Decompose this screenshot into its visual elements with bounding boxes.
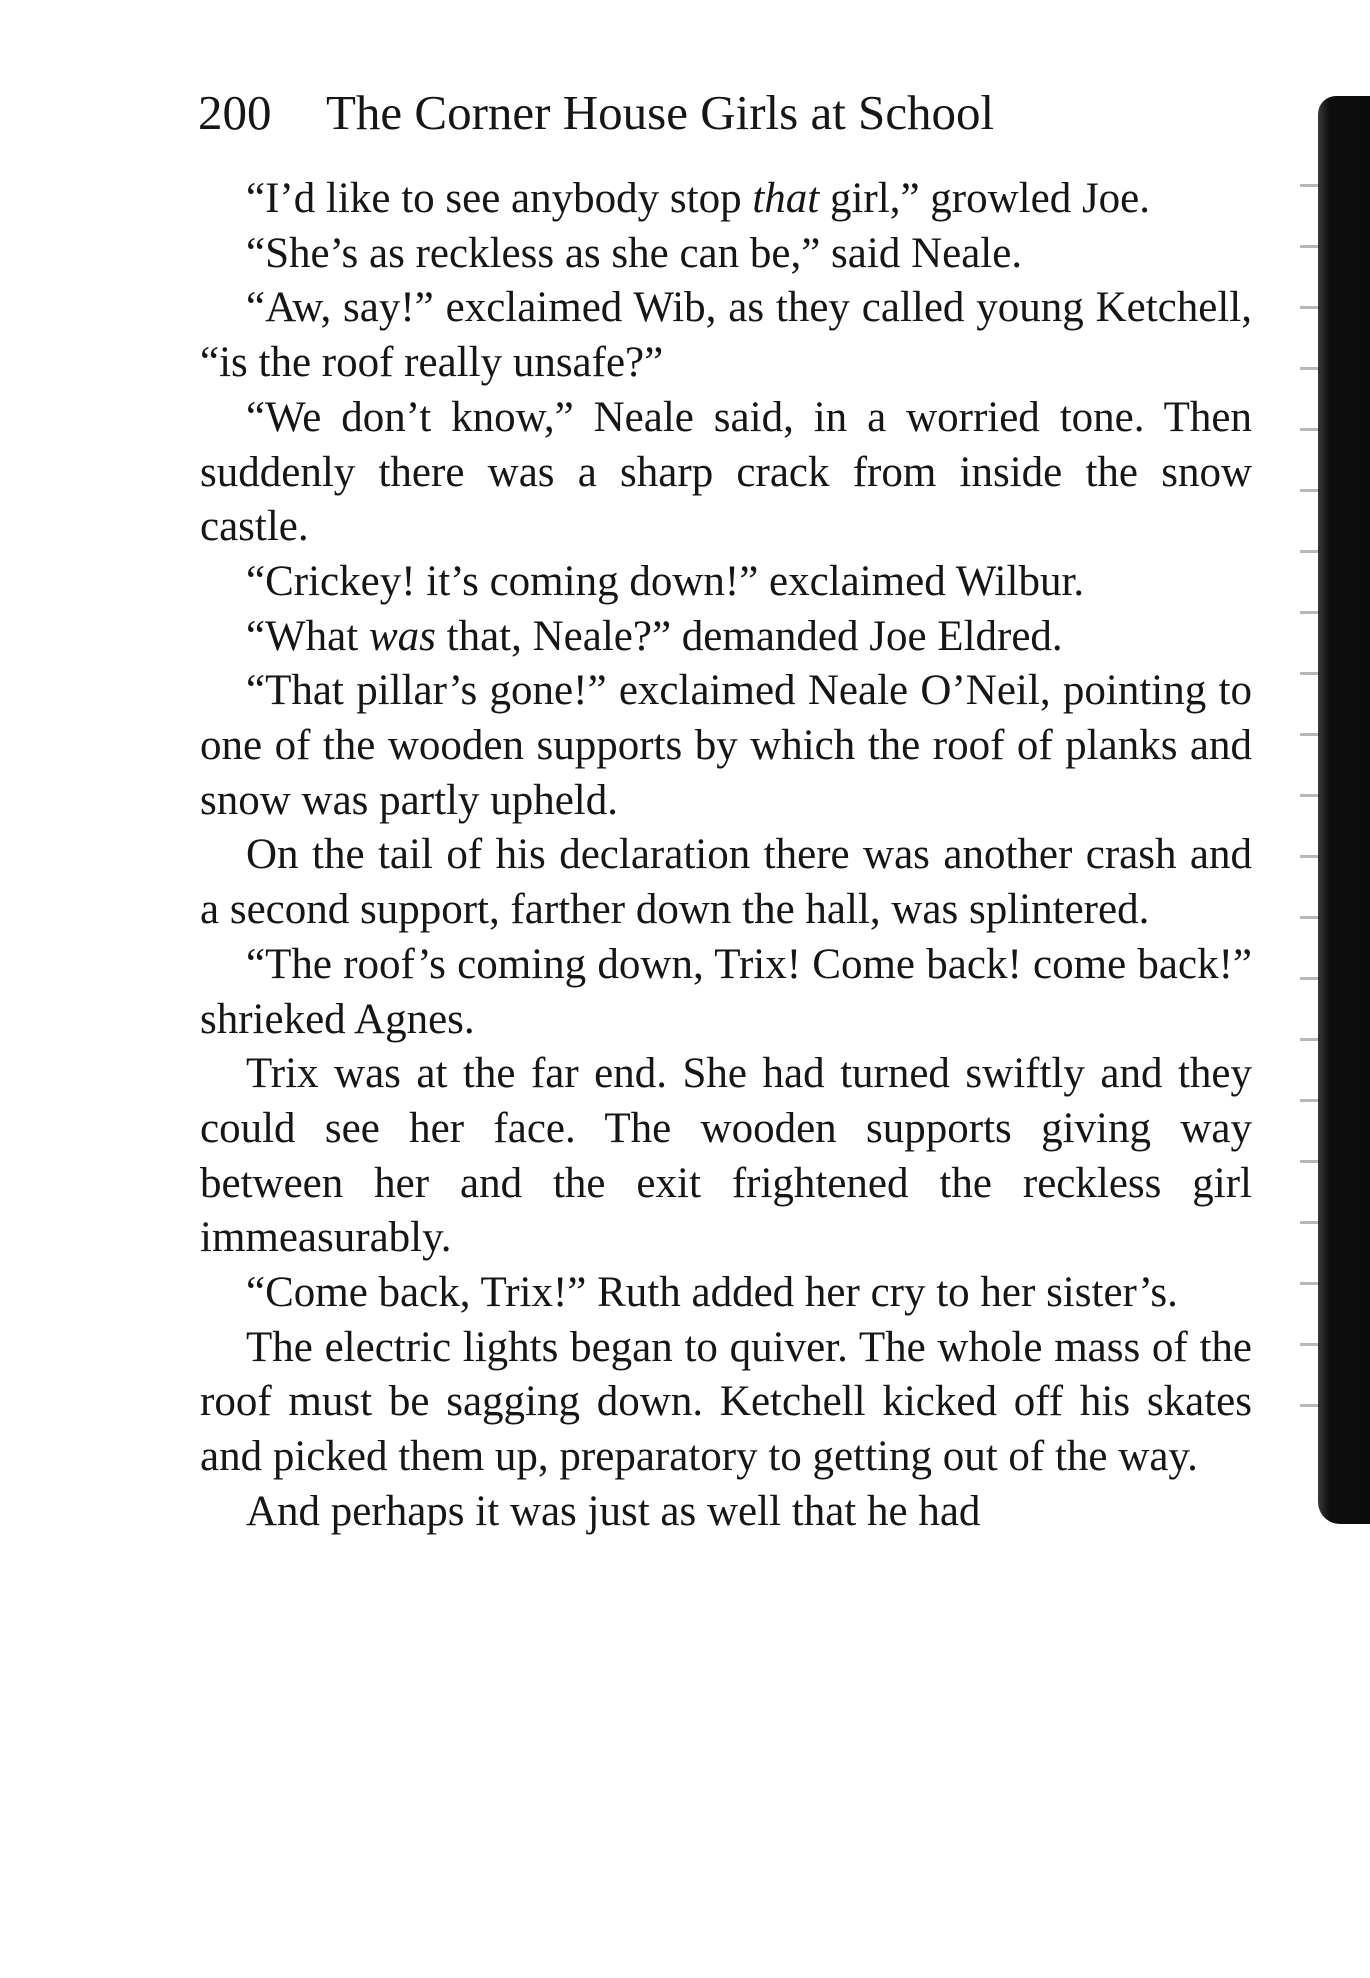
- paragraph: Trix was at the far end. She had turned swiftly and they could see her face. The wooden supports giving way between her and the exit frightened the reckless girl immeasurably.: [200, 1050, 1252, 1262]
- paragraph: “That pillar’s gone!” exclaimed Neale O’Neil, pointing to one of the wooden supports by which the roof of planks and snow was partly upheld.: [200, 667, 1252, 824]
- paragraph: And perhaps it was just as well that he had: [246, 1487, 981, 1535]
- paragraph: On the tail of his declaration there was another crash and a second support, farther down the hall, was splintered.: [200, 831, 1252, 934]
- paragraph: “We don’t know,” Neale said, in a worried tone. Then suddenly there was a sharp crack from inside the snow castle.: [200, 393, 1252, 551]
- page-number: 200: [198, 85, 272, 140]
- page-header: [198, 78, 1158, 148]
- paragraph: “What was that, Neale?” demanded Joe Eldred.: [246, 612, 1063, 660]
- paragraph: “Aw, say!” exclaimed Wib, as they called young Ketchell, “is the roof really unsafe?”: [200, 284, 1252, 387]
- emphasis: was: [368, 612, 436, 660]
- paragraph: “I’d like to see anybody stop that girl,” growled Joe.: [246, 175, 1151, 222]
- emphasis: that: [752, 175, 820, 222]
- running-title: The Corner House Girls at School: [326, 85, 995, 140]
- scan-edge-flecks: [1300, 150, 1322, 1430]
- paragraph: “The roof’s coming down, Trix! Come back! come back!” shrieked Agnes.: [200, 940, 1252, 1043]
- paragraph: “Crickey! it’s coming down!” exclaimed Wilbur.: [246, 557, 1085, 605]
- paragraph: “She’s as reckless as she can be,” said Neale.: [246, 229, 1023, 277]
- body-text: [200, 172, 1252, 1540]
- paragraph: “Come back, Trix!” Ruth added her cry to her sister’s.: [246, 1269, 1178, 1317]
- paragraph: The electric lights began to quiver. The whole mass of the roof must be sagging down. Ketchell kicked off his skates and picked them up, preparatory to getting out of the way.: [200, 1323, 1252, 1481]
- scan-edge-shadow: [1318, 96, 1370, 1524]
